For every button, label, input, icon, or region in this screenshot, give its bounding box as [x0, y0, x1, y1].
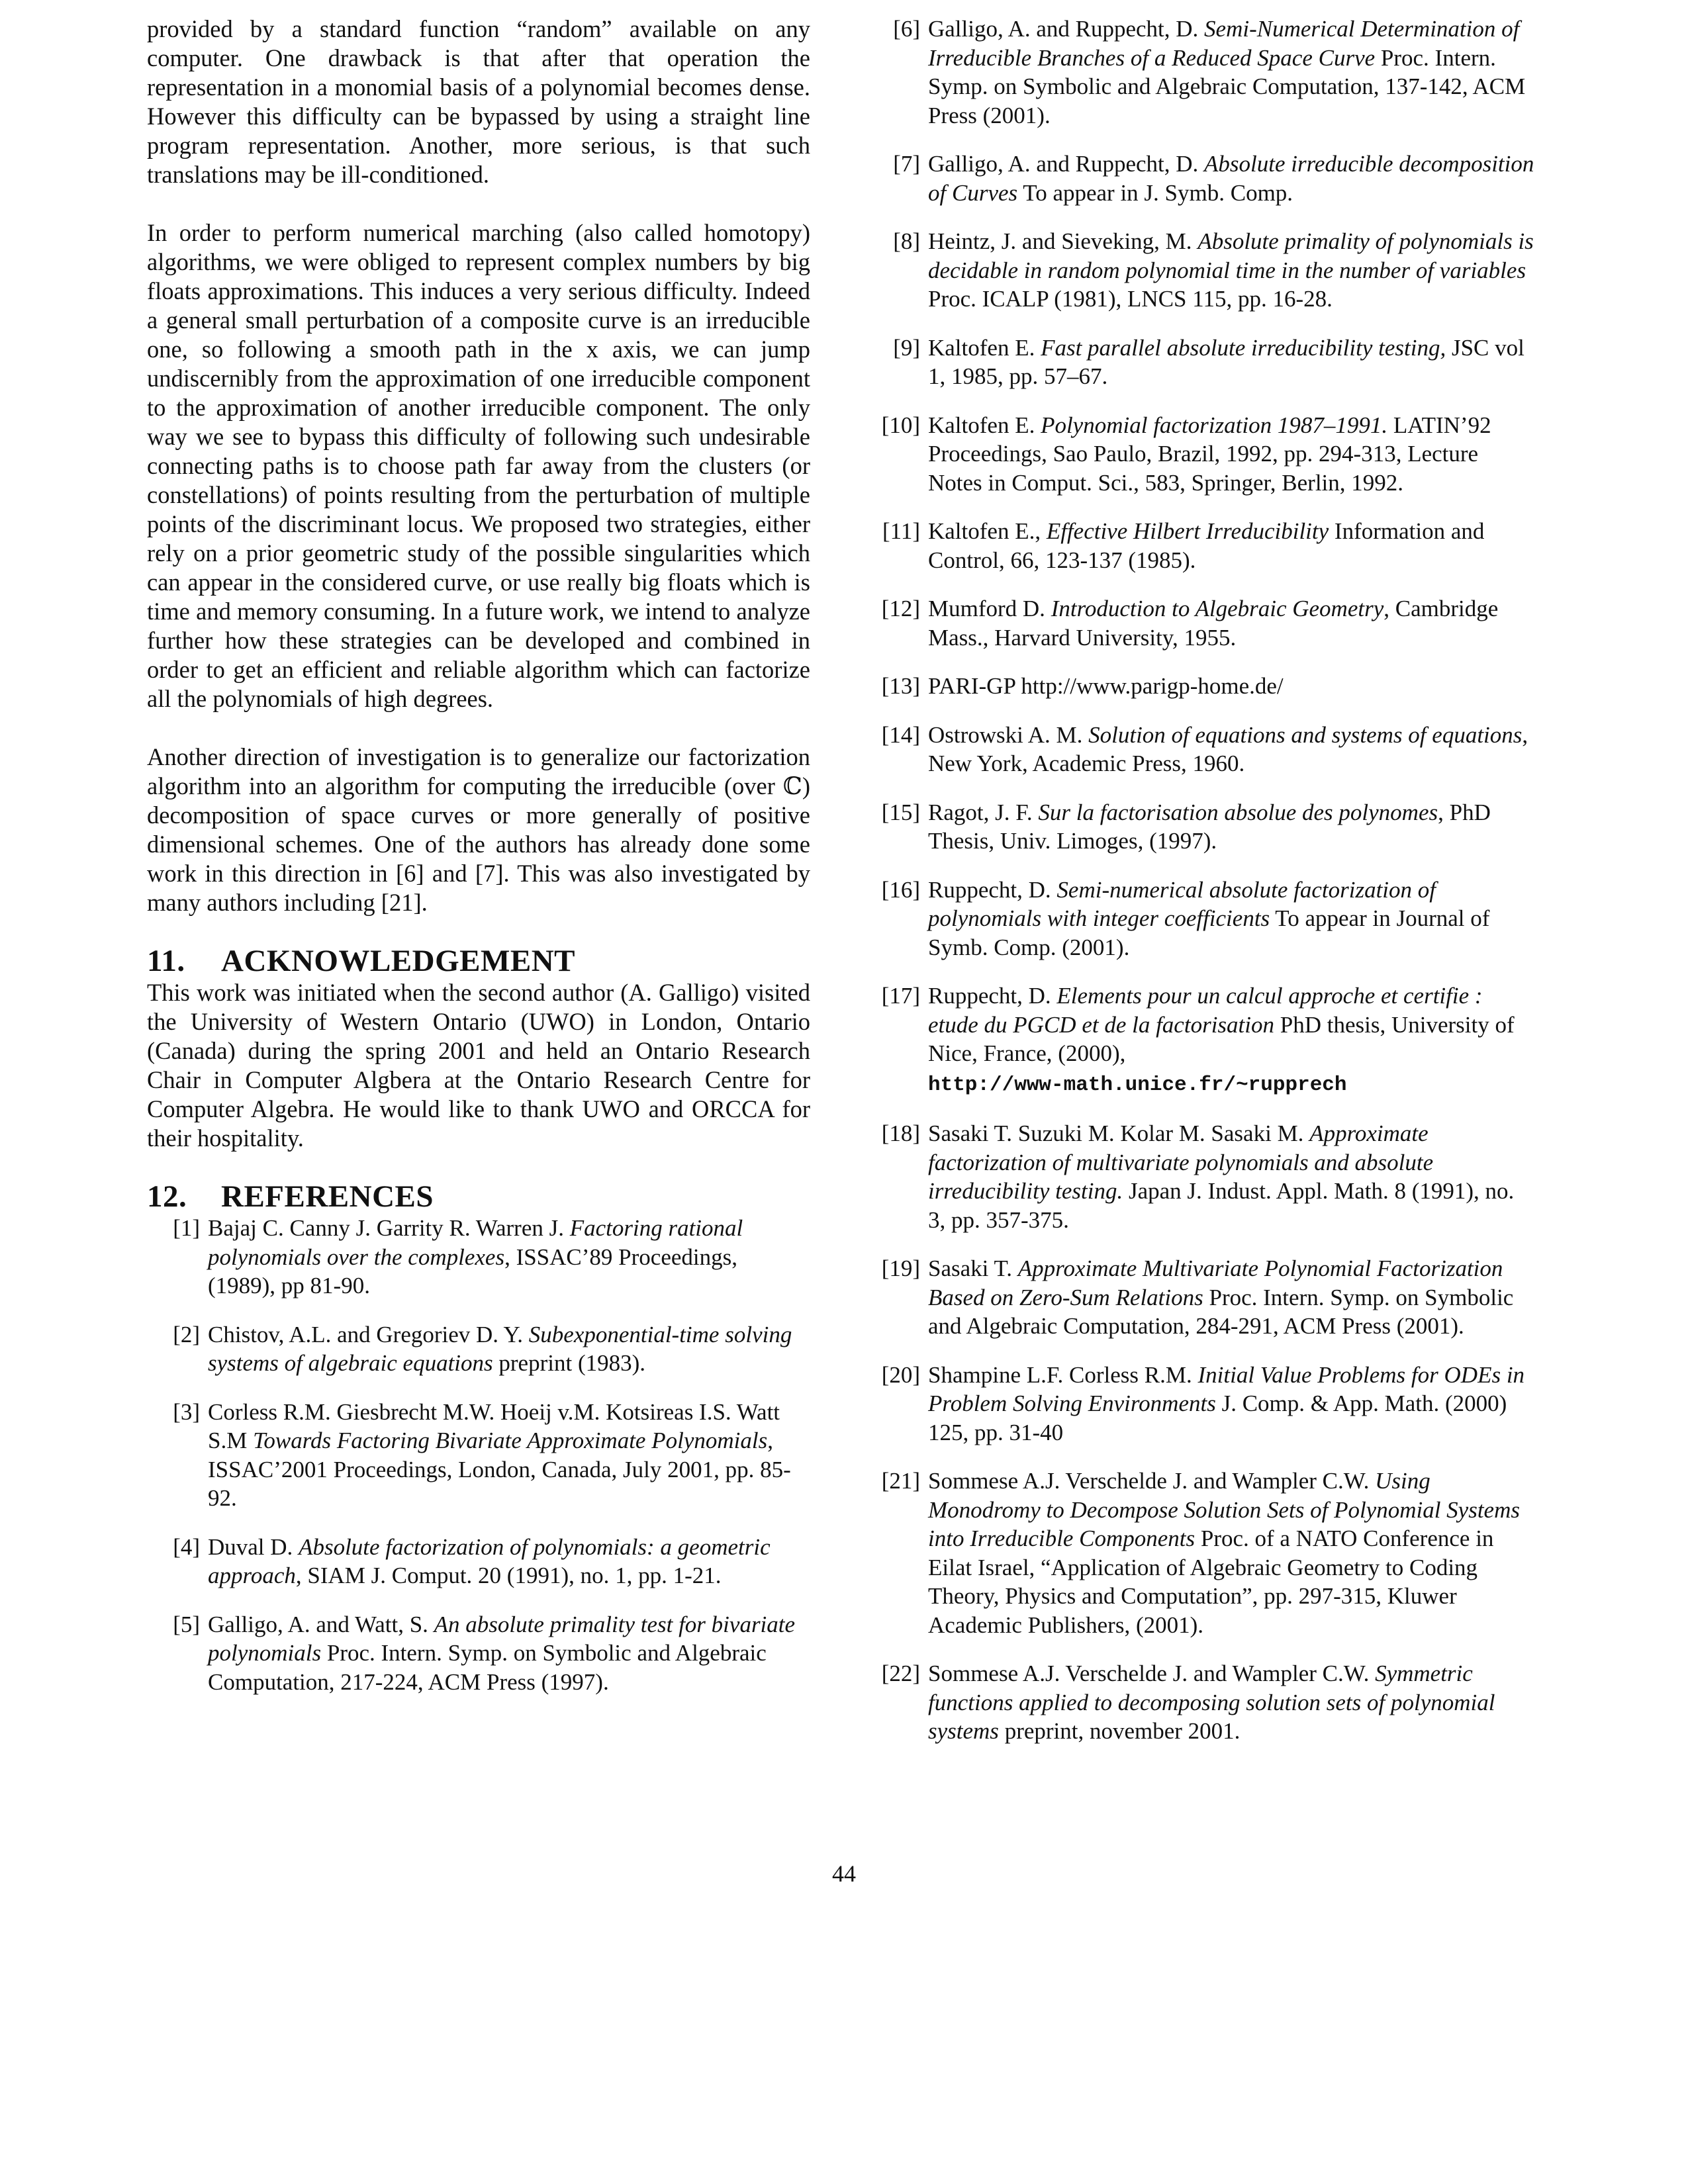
- reference-item: [147, 1214, 810, 1300]
- section-number: 12.: [147, 1179, 187, 1214]
- reference-authors: PARI-GP http://www.parigp-home.de/: [928, 673, 1284, 699]
- reference-item: [867, 798, 1536, 856]
- reference-number: [17]: [881, 983, 920, 1009]
- reference-title: Fast parallel absolute irreducibility testing,: [1041, 334, 1446, 361]
- reference-details: Information and Control, 66, 123-137 (1985).: [928, 518, 1485, 573]
- reference-details: , ISSAC’2001 Proceedings, London, Canada, July 2001, pp. 85-92.: [208, 1428, 791, 1511]
- reference-authors: Corless R.M. Giesbrecht M.W. Hoeij v.M. Kotsireas I.S. Watt S.M: [208, 1398, 780, 1453]
- reference-item: [867, 411, 1536, 498]
- reference-url: http://www-math.unice.fr/~rupprech: [928, 1073, 1347, 1097]
- reference-authors: Sasaki T.: [928, 1255, 1018, 1281]
- references-heading: [147, 1179, 810, 1214]
- paragraph-numerical-marching: In order to perform numerical marching (also called homotopy) algorithms, we were obliged to represent complex numbers by big floats approximations. This induces a very serious difficulty. Indeed a general small perturbation of a composite curve is an irreducible one, so following a smooth path in the x axis, we can jump undiscernibly from the approximation of one irreducible component to the approximation of another irreducible component. The only way we see to bypass this difficulty of following such undesirable connecting paths is to choose path far away from the clusters (or constellations) of points resulting from the perturbation of multiple points of the discriminant locus. We proposed two strategies, either rely on a prior geometric study of the possible singularities which can appear in the considered curve, or use really big floats which is time and memory consuming. In a future work, we intend to analyze further how these strategies can be developed and combined in order to get an efficient and reliable algorithm which can factorize all the polynomials of high degrees.: [147, 219, 810, 712]
- reference-authors: Galligo, A. and Ruppecht, D.: [928, 151, 1205, 177]
- reference-number: [2]: [173, 1321, 200, 1347]
- reference-item: [867, 981, 1536, 1099]
- reference-item: [867, 1467, 1536, 1639]
- reference-title: Semi-Numerical Determination of Irreducible Branches of a Reduced Space Curve: [928, 16, 1520, 71]
- reference-authors: Ruppecht, D.: [928, 983, 1057, 1009]
- reference-title: Factoring rational polynomials over the complexes: [208, 1215, 743, 1270]
- reference-item: [867, 227, 1536, 314]
- reference-item: [867, 672, 1536, 701]
- reference-number: [1]: [173, 1215, 200, 1241]
- reference-item: [147, 1320, 810, 1378]
- reference-item: [867, 517, 1536, 574]
- reference-list-right: [867, 15, 1536, 1746]
- reference-authors: Ostrowski A. M.: [928, 721, 1089, 748]
- reference-title: Towards Factoring Bivariate Approximate Polynomials: [253, 1428, 768, 1453]
- reference-item: [867, 1361, 1536, 1447]
- reference-title: Absolute factorization of polynomials: a geometric approach: [208, 1533, 771, 1588]
- left-column: [147, 15, 810, 1716]
- reference-authors: Heintz, J. and Sieveking, M.: [928, 228, 1198, 254]
- reference-authors: Bajaj C. Canny J. Garrity R. Warren J.: [208, 1215, 570, 1241]
- reference-title: Absolute irreducible decomposition of Curves: [928, 151, 1534, 206]
- reference-title: Approximate Multivariate Polynomial Factorization Based on Zero-Sum Relations: [928, 1255, 1503, 1310]
- reference-details: , New York, Academic Press, 1960.: [928, 721, 1528, 776]
- section-title: REFERENCES: [221, 1179, 434, 1214]
- section-title: ACKNOWLEDGEMENT: [221, 944, 575, 978]
- reference-details: J. Comp. & App. Math. (2000) 125, pp. 31-40: [928, 1390, 1507, 1445]
- reference-details: Proc. Intern. Symp. on Symbolic and Algebraic Computation, 137-142, ACM Press (2001).: [928, 44, 1526, 128]
- reference-title: Elements pour un calcul approche et certifie : etude du PGCD et de la factorisation: [928, 983, 1483, 1038]
- reference-authors: Sommese A.J. Verschelde J. and Wampler C.W.: [928, 1468, 1376, 1494]
- reference-details: LATIN’92 Proceedings, Sao Paulo, Brazil, 1992, pp. 294-313, Lecture Notes in Comput. Sci., 583, Springer, Berlin, 1992.: [928, 412, 1491, 496]
- reference-number: [21]: [881, 1468, 920, 1494]
- reference-details: Japan J. Indust. Appl. Math. 8 (1991), no. 3, pp. 357-375.: [928, 1178, 1515, 1233]
- reference-number: [7]: [893, 151, 920, 177]
- reference-title: Polynomial factorization 1987–1991.: [1041, 412, 1388, 438]
- section-number: 11.: [147, 944, 185, 978]
- reference-authors: Galligo, A. and Watt, S.: [208, 1611, 434, 1637]
- reference-title: Subexponential-time solving systems of algebraic equations: [208, 1321, 792, 1376]
- reference-number: [6]: [893, 16, 920, 42]
- reference-details: , ISSAC’89 Proceedings, (1989), pp 81-90.: [208, 1244, 737, 1298]
- reference-authors: Kaltofen E.,: [928, 518, 1047, 544]
- acknowledgement-heading: [147, 944, 810, 978]
- reference-number: [19]: [881, 1255, 920, 1281]
- reference-authors: Galligo, A. and Ruppecht, D.: [928, 16, 1205, 42]
- reference-item: [867, 1254, 1536, 1341]
- reference-authors: Sasaki T. Suzuki M. Kolar M. Sasaki M.: [928, 1120, 1310, 1146]
- reference-list-left: [147, 1214, 810, 1696]
- reference-details: , SIAM J. Comput. 20 (1991), no. 1, pp. 1-21.: [295, 1563, 722, 1588]
- reference-title: Initial Value Problems for ODEs in Problem Solving Environments: [928, 1361, 1525, 1416]
- reference-title: Using Monodromy to Decompose Solution Sets of Polynomial Systems into Irreducible Components: [928, 1468, 1520, 1551]
- reference-authors: Kaltofen E.: [928, 412, 1041, 438]
- reference-number: [8]: [893, 228, 920, 254]
- reference-title: Solution of equations and systems of equations: [1088, 721, 1523, 748]
- reference-number: [20]: [881, 1361, 920, 1388]
- reference-number: [14]: [881, 721, 920, 748]
- reference-title: Semi-numerical absolute factorization of polynomials with integer coefficients: [928, 876, 1436, 931]
- paragraph-future-direction: Another direction of investigation is to generalize our factorization algorithm into an algorithm for computing the irreducible (over ℂ) decomposition of space curves or more generally of positive dimensional schemes. One of the authors has already done some work in this direction in [6] and [7]. This was also investigated by many authors including [21].: [147, 743, 810, 916]
- acknowledgement-text: This work was initiated when the second author (A. Galligo) visited the University of Western Ontario (UWO) in London, Ontario (Canada) during the spring 2001 and held an Ontario Research Chair in Computer Algbera at the Ontario Research Centre for Computer Algebra. He would like to thank UWO and ORCCA for their hospitality.: [147, 979, 810, 1152]
- reference-title: An absolute primality test for bivariate polynomials: [208, 1611, 796, 1666]
- reference-number: [12]: [881, 596, 920, 621]
- reference-number: [3]: [173, 1398, 200, 1425]
- reference-title: Effective Hilbert Irreducibility: [1046, 518, 1329, 544]
- reference-authors: Duval D.: [208, 1533, 299, 1560]
- reference-details: , Cambridge Mass., Harvard University, 1955.: [928, 596, 1499, 651]
- reference-details: PhD thesis, University of Nice, France, (2000),: [928, 1011, 1515, 1066]
- reference-details: To appear in J. Symb. Comp.: [1017, 179, 1293, 206]
- reference-number: [4]: [173, 1533, 200, 1560]
- page-number: 44: [832, 1860, 856, 1887]
- reference-authors: Kaltofen E.: [928, 334, 1041, 361]
- reference-number: [10]: [881, 412, 920, 438]
- reference-item: [867, 876, 1536, 962]
- reference-details: preprint (1983).: [492, 1350, 646, 1376]
- reference-number: [16]: [881, 876, 920, 903]
- reference-title: Introduction to Algebraic Geometry: [1051, 596, 1384, 621]
- reference-authors: Ragot, J. F.: [928, 799, 1039, 825]
- reference-details: Proc. Intern. Symp. on Symbolic and Algebraic Computation, 284-291, ACM Press (2001).: [928, 1284, 1514, 1339]
- reference-authors: Chistov, A.L. and Gregoriev D. Y.: [208, 1321, 529, 1347]
- reference-item: [867, 1659, 1536, 1746]
- reference-number: [13]: [881, 673, 920, 699]
- reference-item: [867, 334, 1536, 391]
- reference-number: [18]: [881, 1120, 920, 1146]
- reference-title: Symmetric functions applied to decomposing solution sets of polynomial systems: [928, 1661, 1495, 1744]
- reference-number: [15]: [881, 799, 920, 825]
- reference-authors: Sommese A.J. Verschelde J. and Wampler C.W.: [928, 1661, 1376, 1686]
- reference-details: To appear in Journal of Symb. Comp. (2001).: [928, 905, 1490, 960]
- reference-number: [22]: [881, 1661, 920, 1686]
- paragraph-continuation: provided by a standard function “random” available on any computer. One drawback is that after that operation the representation in a monomial basis of a polynomial becomes dense. However this difficulty can be bypassed by using a straight line program representation. Another, more serious, is that such translations may be ill-conditioned.: [147, 15, 810, 188]
- reference-authors: Ruppecht, D.: [928, 876, 1057, 903]
- reference-details: Proc. of a NATO Conference in Eilat Israel, “Application of Algebraic Geometry to Coding Theory, Physics and Computation”, pp. 297-315, Kluwer Academic Publishers, (2001).: [928, 1525, 1494, 1638]
- right-column: [867, 15, 1536, 1766]
- reference-details: Proc. ICALP (1981), LNCS 115, pp. 16-28.: [928, 286, 1333, 312]
- reference-item: [147, 1398, 810, 1513]
- reference-item: [867, 150, 1536, 207]
- reference-item: [867, 721, 1536, 778]
- reference-authors: Mumford D.: [928, 596, 1051, 621]
- reference-title: Approximate factorization of multivariate polynomials and absolute irreducibility testing.: [928, 1120, 1434, 1204]
- reference-authors: Shampine L.F. Corless R.M.: [928, 1361, 1198, 1388]
- reference-number: [5]: [173, 1611, 200, 1637]
- reference-details: , PhD Thesis, Univ. Limoges, (1997).: [928, 799, 1491, 854]
- reference-item: [147, 1533, 810, 1590]
- reference-item: [867, 1119, 1536, 1234]
- reference-title: Absolute primality of polynomials is decidable in random polynomial time in the number of variables: [928, 228, 1534, 283]
- reference-details: Proc. Intern. Symp. on Symbolic and Algebraic Computation, 217-224, ACM Press (1997).: [208, 1640, 767, 1695]
- reference-details: JSC vol 1, 1985, pp. 57–67.: [928, 334, 1524, 389]
- reference-item: [867, 15, 1536, 130]
- reference-title: Sur la factorisation absolue des polynomes: [1038, 799, 1438, 825]
- reference-item: [867, 594, 1536, 652]
- reference-item: [147, 1610, 810, 1697]
- reference-details: preprint, november 2001.: [998, 1718, 1241, 1744]
- reference-number: [9]: [893, 334, 920, 361]
- reference-number: [11]: [882, 518, 920, 544]
